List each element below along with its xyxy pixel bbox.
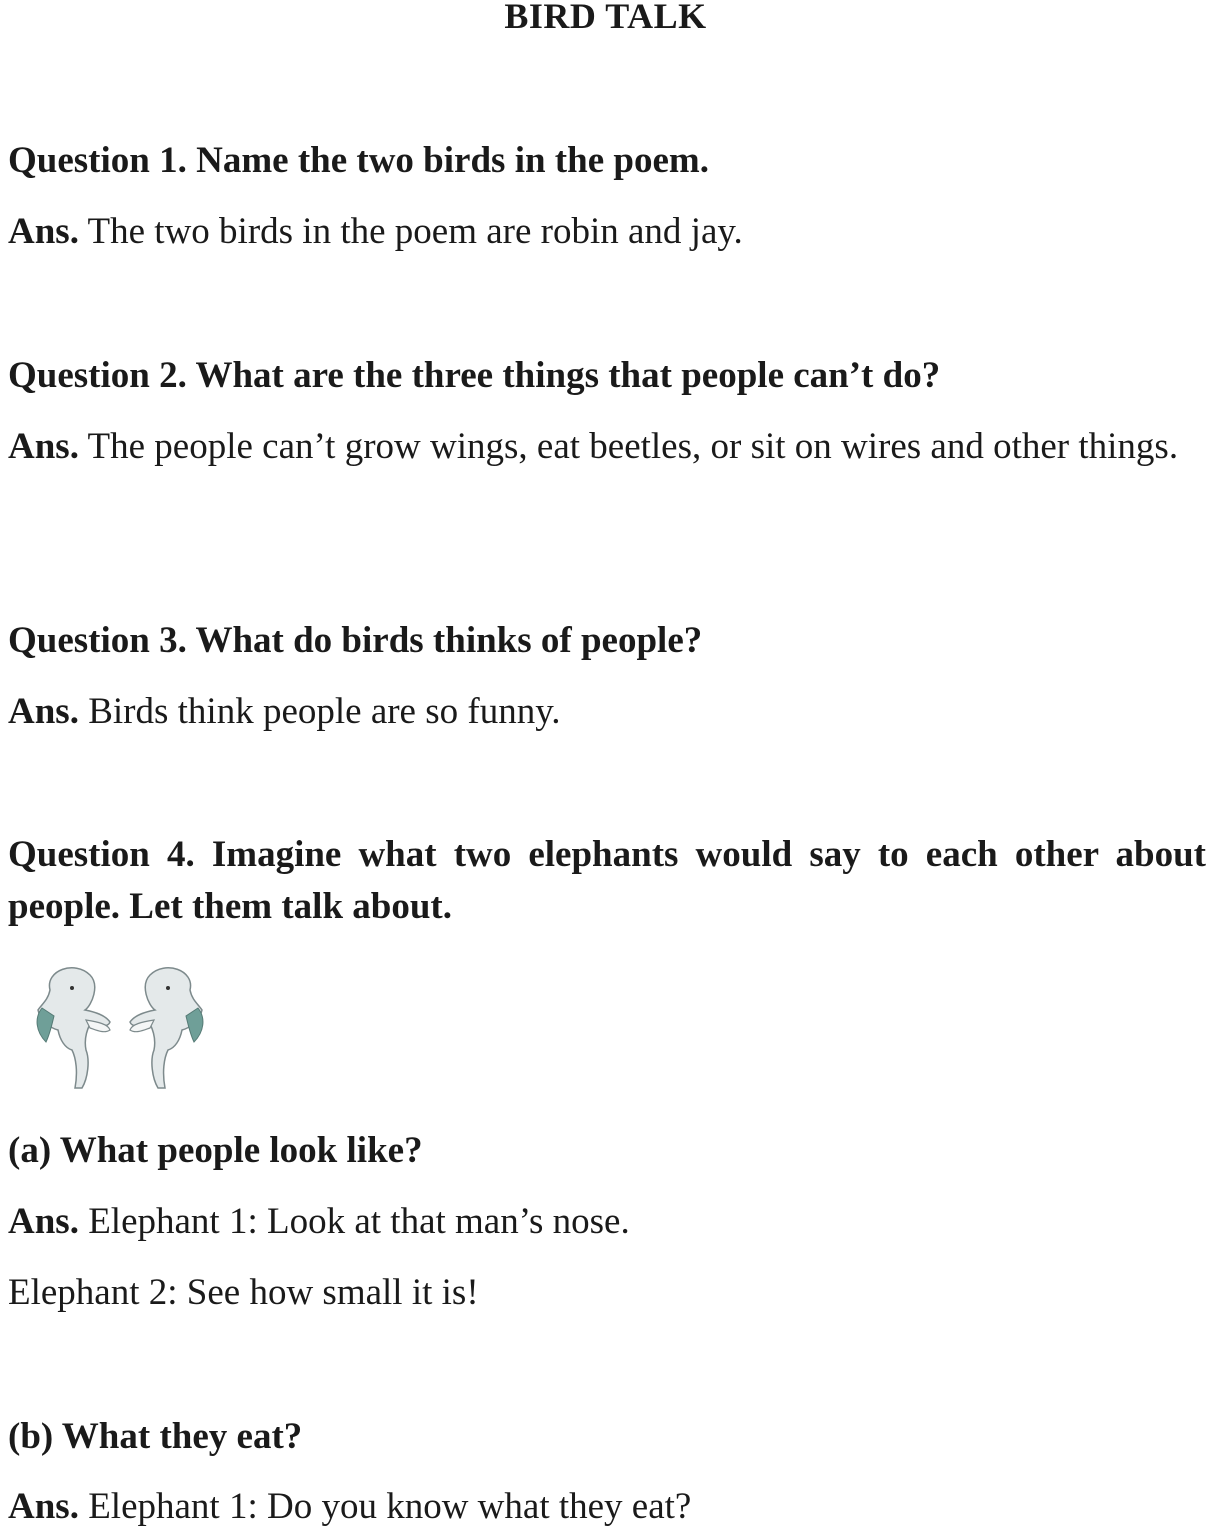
answer-text: Elephant 1: Look at that man’s nose. [78, 1201, 630, 1242]
answer-text: The people can’t grow wings, eat beetles, or sit on wires and other things. [78, 426, 1179, 467]
answer-4b-line1 [8, 1481, 1206, 1533]
question-1: Question 1. Name the two birds in the poem. [8, 140, 709, 181]
answer-label: Ans. [8, 1486, 79, 1527]
page-title: BIRD TALK [504, 0, 707, 36]
answer-4a-line1 [8, 1196, 1206, 1248]
elephants-illustration [20, 960, 220, 1100]
answer-text: The two birds in the poem are robin and jay. [78, 211, 743, 252]
answer-text: Elephant 1: Do you know what they eat? [78, 1486, 692, 1527]
question-3: Question 3. What do birds thinks of people? [8, 620, 703, 661]
question-4b: (b) What they eat? [8, 1416, 303, 1457]
answer-1 [8, 206, 1206, 258]
answer-label: Ans. [8, 211, 79, 252]
answer-label: Ans. [8, 691, 79, 732]
answer-text: Birds think people are so funny. [78, 691, 561, 732]
question-4: Question 4. Imagine what two elephants would say to each other about people. Let them talk about. [8, 834, 1206, 927]
answer-2 [8, 421, 1206, 473]
right-elephant-icon [130, 968, 203, 1088]
left-elephant-icon [37, 968, 110, 1088]
answer-label: Ans. [8, 1201, 79, 1242]
answer-label: Ans. [8, 426, 79, 467]
question-4a: (a) What people look like? [8, 1130, 423, 1171]
answer-4a-line2: Elephant 2: See how small it is! [8, 1272, 479, 1313]
answer-3 [8, 686, 1206, 738]
question-2: Question 2. What are the three things that people can’t do? [8, 355, 941, 396]
